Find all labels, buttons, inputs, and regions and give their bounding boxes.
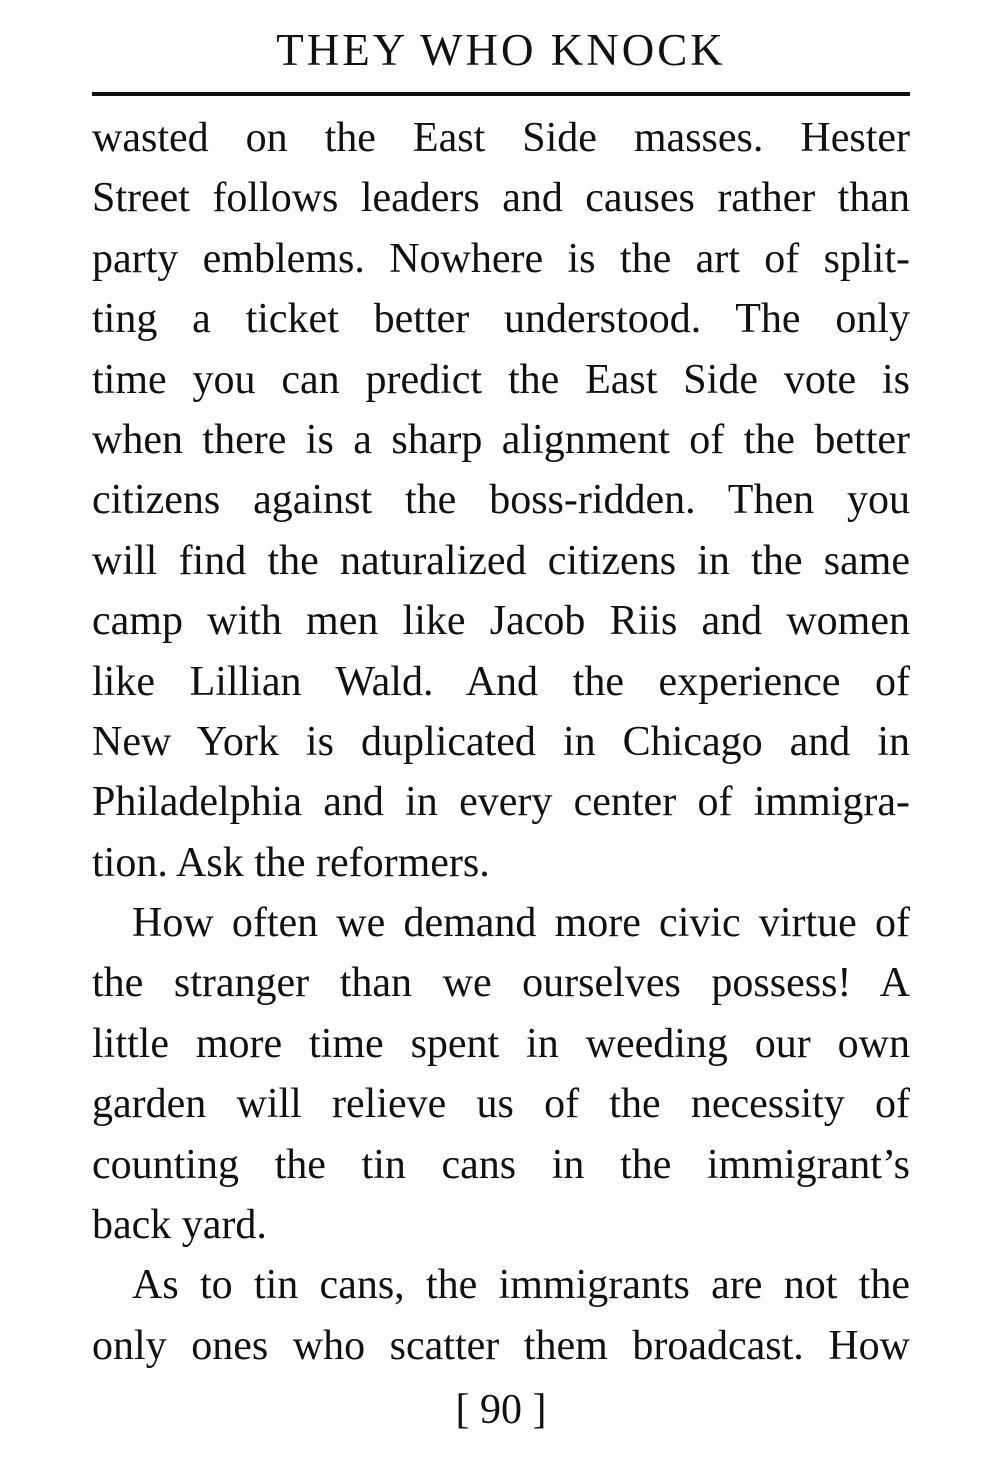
text-line: party emblems. Nowhere is the art of split-: [92, 235, 910, 282]
text-line: counting the tin cans in the immigrant’s: [92, 1141, 910, 1188]
text-line: garden will relieve us of the necessity of: [92, 1081, 910, 1128]
text-line: As to tin cans, the immigrants are not the: [132, 1262, 910, 1309]
body-text: [92, 108, 910, 1376]
text-line: Philadelphia and in every center of immigra-: [92, 779, 910, 826]
text-line: Street follows leaders and causes rather than: [92, 175, 910, 222]
text-line: camp with men like Jacob Riis and women: [92, 598, 910, 645]
text-line: citizens against the boss-ridden. Then you: [92, 477, 910, 524]
running-head: THEY WHO KNOCK: [276, 25, 726, 75]
text-line: will find the naturalized citizens in the same: [92, 537, 910, 584]
text-line: little more time spent in weeding our own: [92, 1020, 910, 1067]
text-line: only ones who scatter them broadcast. How: [92, 1322, 910, 1369]
text-line: tion. Ask the reformers.: [92, 839, 490, 886]
text-line: How often we demand more civic virtue of: [132, 900, 910, 947]
text-line: the stranger than we ourselves possess! A: [92, 960, 910, 1007]
page-number: [ 90 ]: [455, 1387, 547, 1433]
text-line: back yard.: [92, 1202, 267, 1249]
text-line: wasted on the East Side masses. Hester: [92, 115, 910, 161]
header-rule: [92, 92, 910, 96]
text-line: New York is duplicated in Chicago and in: [92, 718, 910, 765]
text-line: time you can predict the East Side vote is: [92, 356, 910, 403]
text-line: ting a ticket better understood. The only: [92, 296, 910, 343]
book-page: [92, 0, 910, 1484]
text-line: like Lillian Wald. And the experience of: [92, 658, 910, 705]
text-line: when there is a sharp alignment of the better: [92, 416, 910, 463]
